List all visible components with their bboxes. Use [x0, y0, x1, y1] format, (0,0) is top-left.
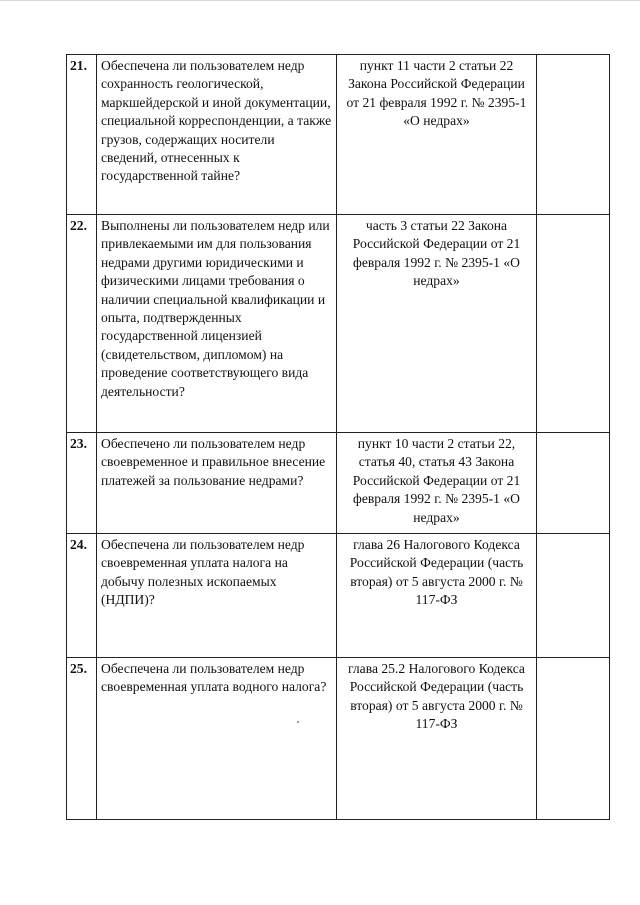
scan-speck [297, 721, 299, 723]
row-number: 22. [67, 215, 97, 433]
table-row [67, 55, 610, 215]
row-number: 23. [67, 433, 97, 534]
legal-reference-cell: глава 25.2 Налогового Кодекса Российской Федерации (часть вторая) от 5 августа 2000 г. № 117-ФЗ [337, 658, 537, 820]
table-row [67, 215, 610, 433]
legal-reference-cell: глава 26 Налогового Кодекса Российской Федерации (часть вторая) от 5 августа 2000 г. № 117-ФЗ [337, 534, 537, 658]
page-top-rule [0, 0, 640, 1]
row-number: 24. [67, 534, 97, 658]
question-cell: Обеспечена ли пользователем недр своевременная уплата налога на добычу полезных ископаемых (НДПИ)? [97, 534, 337, 658]
table-row [67, 433, 610, 534]
row-number: 25. [67, 658, 97, 820]
question-cell: Обеспечено ли пользователем недр своевременное и правильное внесение платежей за пользование недрами? [97, 433, 337, 534]
question-cell: Обеспечена ли пользователем недр сохранность геологической, маркшейдерской и иной документации, специальной корреспонденции, а также грузов, содержащих носители сведений, отнесенных к государственной тайне? [97, 55, 337, 215]
answer-cell [537, 534, 610, 658]
answer-cell [537, 433, 610, 534]
answer-cell [537, 55, 610, 215]
answer-cell [537, 215, 610, 433]
checklist-table [66, 54, 610, 820]
question-cell: Обеспечена ли пользователем недр своевременная уплата водного налога? [97, 658, 337, 820]
legal-reference-cell: часть 3 статьи 22 Закона Российской Федерации от 21 февраля 1992 г. № 2395-1 «О недрах» [337, 215, 537, 433]
answer-cell [537, 658, 610, 820]
legal-reference-cell: пункт 11 части 2 статьи 22 Закона Российской Федерации от 21 февраля 1992 г. № 2395-1 «О недрах» [337, 55, 537, 215]
row-number: 21. [67, 55, 97, 215]
table-row [67, 534, 610, 658]
table-row [67, 658, 610, 820]
legal-reference-cell: пункт 10 части 2 статьи 22, статья 40, статья 43 Закона Российской Федерации от 21 февраля 1992 г. № 2395-1 «О недрах» [337, 433, 537, 534]
question-cell: Выполнены ли пользователем недр или привлекаемыми им для пользования недрами другими юридическими и физическими лицами требования о наличии специальной квалификации и опыта, подтвержденных государственной лицензией (свидетельством, дипломом) на проведение соответствующего вида деятельности? [97, 215, 337, 433]
